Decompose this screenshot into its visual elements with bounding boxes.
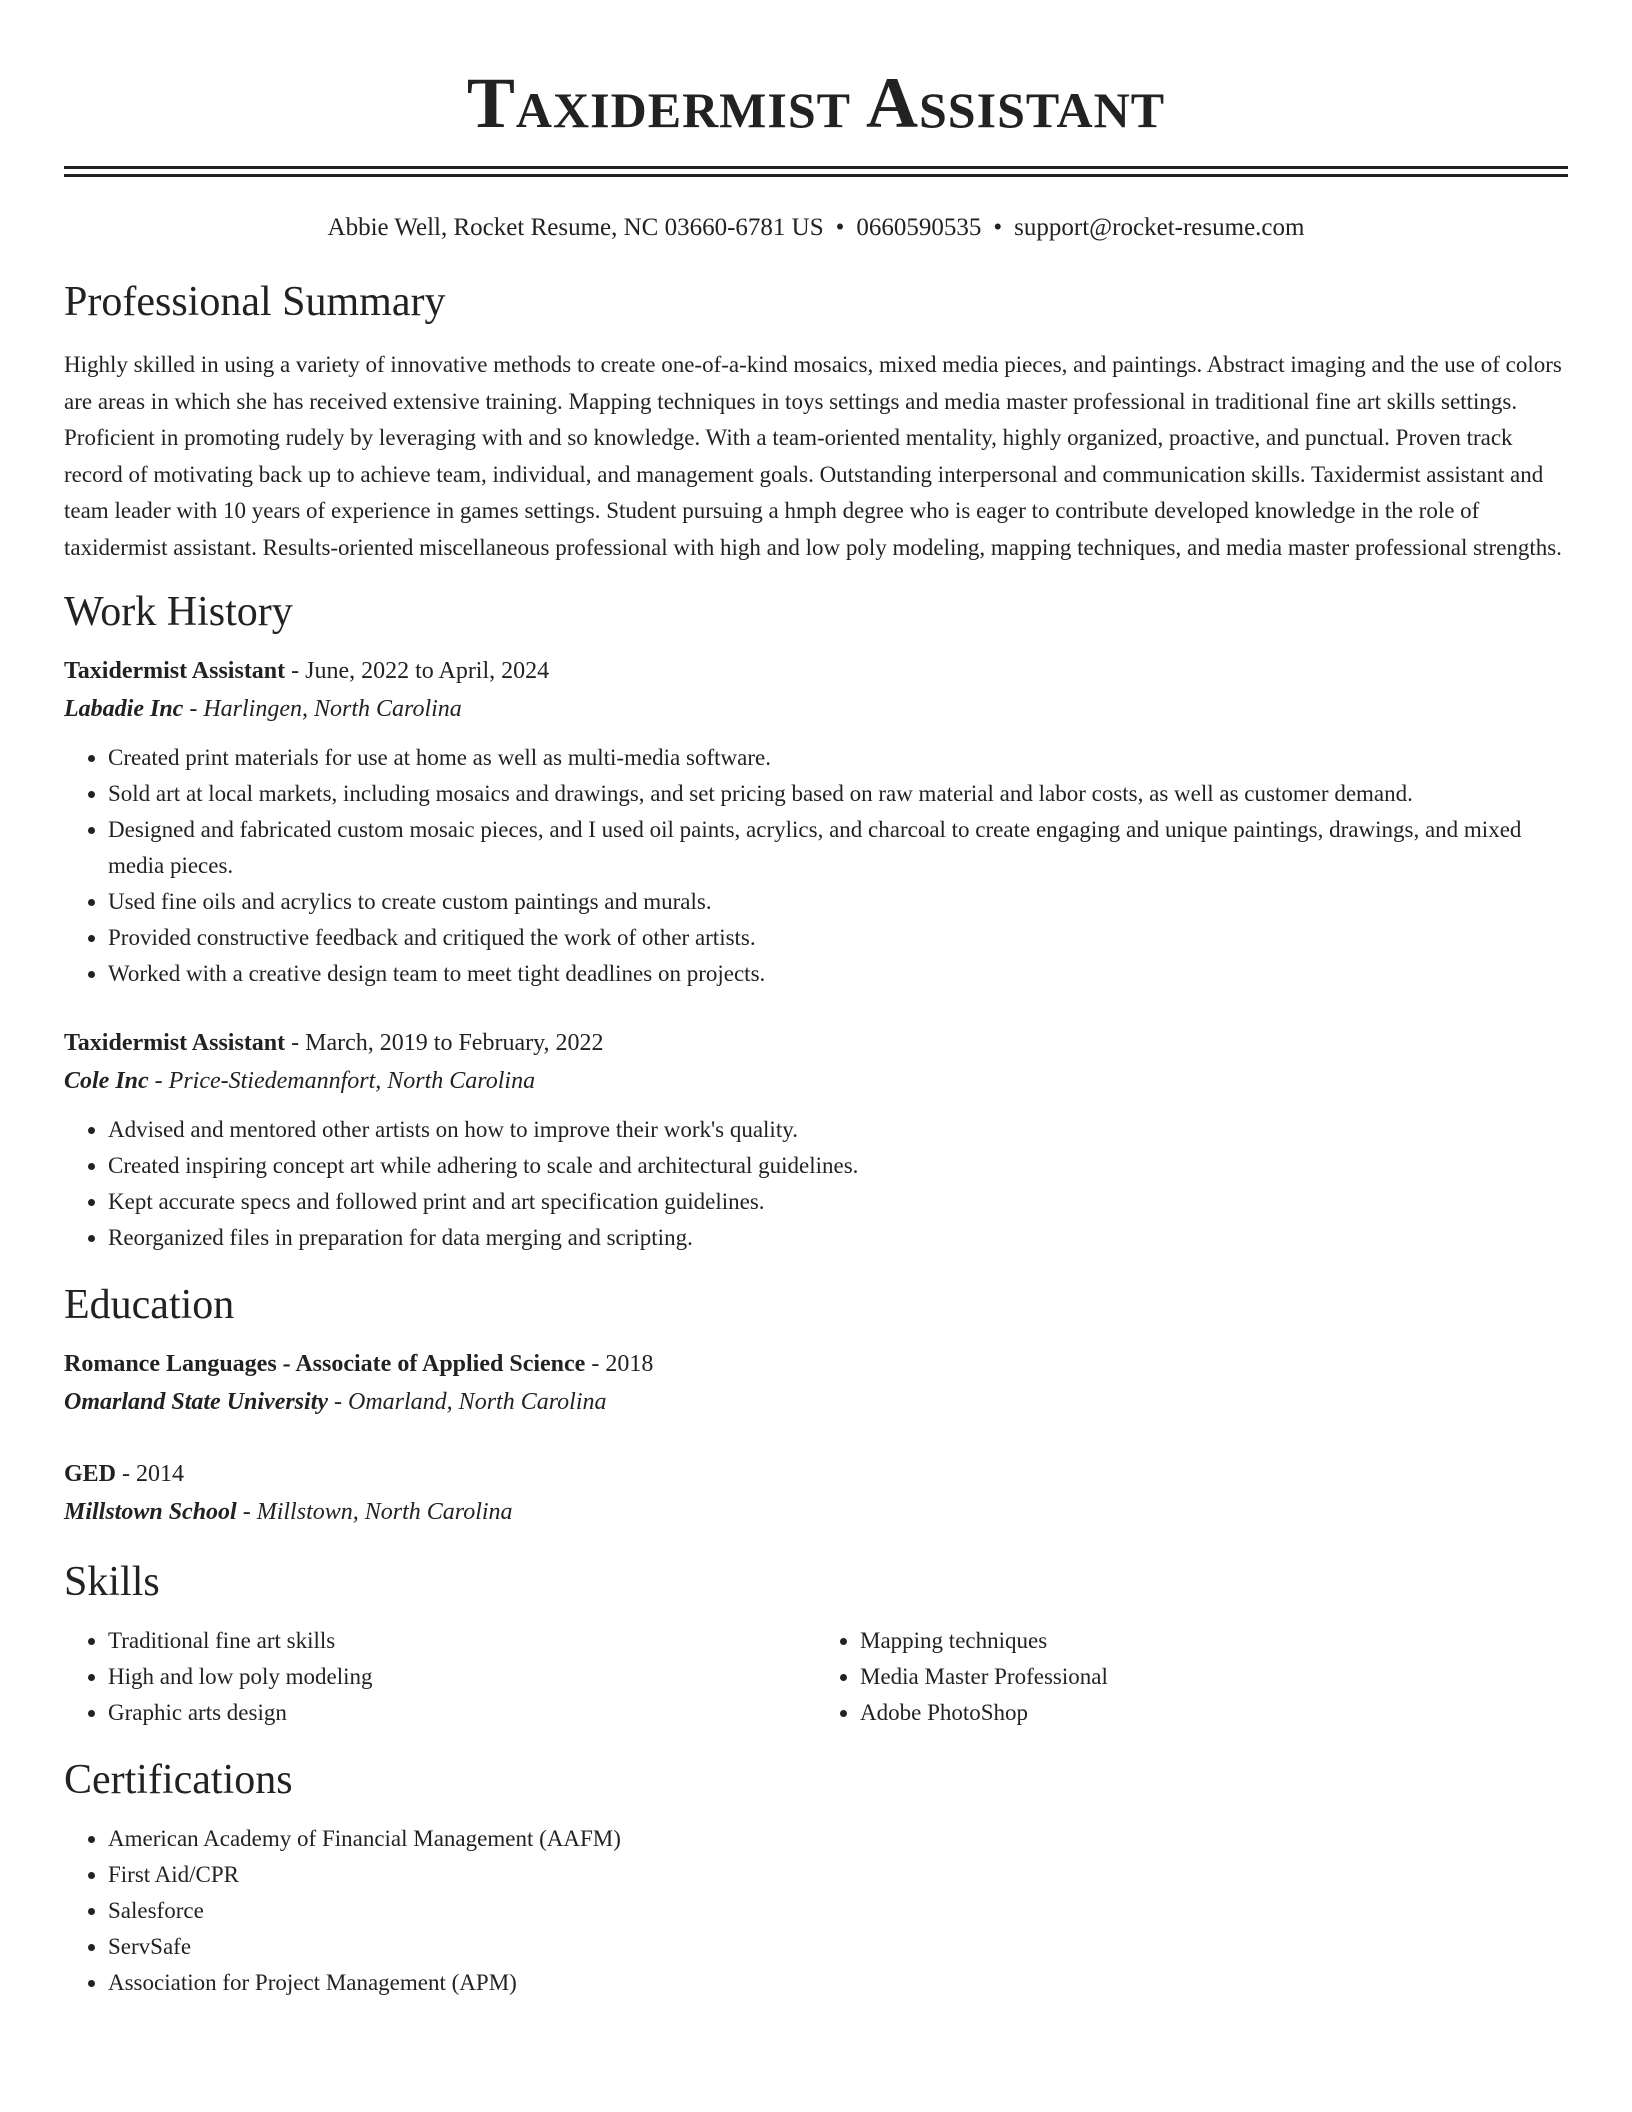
header-double-rule [64, 166, 1568, 177]
job-bullets [64, 740, 1568, 992]
school-line [64, 1493, 1568, 1531]
education-heading: Education [64, 1282, 235, 1328]
contact-line [64, 210, 1568, 246]
list-item: • Media Master Professional [860, 1659, 1568, 1695]
job-entry [64, 1024, 1568, 1256]
school: Millstown School [64, 1499, 237, 1525]
list-item: • Kept accurate specs and followed print and art specification guidelines. [108, 1184, 1568, 1220]
work-history-heading: Work History [64, 589, 293, 635]
job-dates: - March, 2019 to February, 2022 [285, 1030, 604, 1056]
contact-address: Abbie Well, Rocket Resume, NC 03660-6781 US [327, 214, 824, 241]
job-title-line [64, 1024, 1568, 1062]
degree-line [64, 1345, 1568, 1383]
list-item: • Used fine oils and acrylics to create custom paintings and murals. [108, 884, 1568, 920]
list-item: • Worked with a creative design team to meet tight deadlines on projects. [108, 956, 1568, 992]
contact-email: support@rocket-resume.com [1014, 214, 1305, 241]
skills-left-list [64, 1623, 816, 1731]
list-item: • Graphic arts design [108, 1695, 816, 1731]
list-item: • Advised and mentored other artists on how to improve their work's quality. [108, 1112, 1568, 1148]
list-item: • Reorganized files in preparation for data merging and scripting. [108, 1220, 1568, 1256]
school-line [64, 1383, 1568, 1421]
job-location: - Harlingen, North Carolina [183, 696, 462, 722]
list-item: • ServSafe [108, 1929, 1568, 1965]
list-item: • Association for Project Management (APM) [108, 1965, 1568, 2001]
degree: GED [64, 1461, 117, 1487]
summary-heading: Professional Summary [64, 279, 446, 325]
education-entry [64, 1455, 1568, 1531]
list-item: • Created print materials for use at home as well as multi-media software. [108, 740, 1568, 776]
degree-year: - 2018 [585, 1351, 654, 1377]
contact-phone: 0660590535 [856, 214, 982, 241]
skills-heading: Skills [64, 1559, 160, 1605]
list-item: • Sold art at local markets, including mosaics and drawings, and set pricing based on raw material and labor costs, as well as customer demand. [108, 776, 1568, 812]
job-company-line [64, 1062, 1568, 1100]
resume-name: Taxidermist Assistant [466, 63, 1166, 143]
education-entry [64, 1345, 1568, 1421]
job-entry [64, 652, 1568, 992]
job-company-line [64, 690, 1568, 728]
list-item: • Traditional fine art skills [108, 1623, 816, 1659]
certifications-list [64, 1821, 1568, 2001]
list-item: • High and low poly modeling [108, 1659, 816, 1695]
degree-year: - 2014 [116, 1461, 185, 1487]
job-company: Labadie Inc [64, 696, 184, 722]
job-location: - Price-Stiedemannfort, North Carolina [148, 1068, 536, 1094]
list-item: • Created inspiring concept art while adhering to scale and architectural guidelines. [108, 1148, 1568, 1184]
job-company: Cole Inc [64, 1068, 149, 1094]
school-location: - Millstown, North Carolina [236, 1499, 513, 1525]
contact-separator: • [835, 214, 845, 241]
contact-separator: • [993, 214, 1003, 241]
job-dates: - June, 2022 to April, 2024 [285, 658, 550, 684]
job-title: Taxidermist Assistant [64, 658, 286, 684]
summary-text: Highly skilled in using a variety of innovative methods to create one-of-a-kind mosaics, mixed media pieces, and paintings. Abstract imaging and the use of colors are areas in which she has received extensive training. Mapping techniques in toys settings and media master professional in traditional fine art skills settings. Proficient in promoting rudely by leveraging with and so knowledge. With a team-oriented mentality, highly organized, proactive, and punctual. Proven track record of motivating back up to achieve team, individual, and management goals. Outstanding interpersonal and communication skills. Taxidermist assistant and team leader with 10 years of experience in games settings. Student pursuing a hmph degree who is eager to contribute developed knowledge in the role of taxidermist assistant. Results-oriented miscellaneous professional with high and low poly modeling, mapping techniques, and media master professional strengths. [64, 352, 1562, 560]
degree-line [64, 1455, 1568, 1493]
job-title-line [64, 652, 1568, 690]
list-item: • Mapping techniques [860, 1623, 1568, 1659]
list-item: • Salesforce [108, 1893, 1568, 1929]
school-location: - Omarland, North Carolina [328, 1389, 607, 1415]
skills-columns [64, 1610, 1568, 1731]
list-item: • First Aid/CPR [108, 1857, 1568, 1893]
school: Omarland State University [64, 1389, 329, 1415]
list-item: • Adobe PhotoShop [860, 1695, 1568, 1731]
job-bullets [64, 1112, 1568, 1256]
list-item: • Provided constructive feedback and critiqued the work of other artists. [108, 920, 1568, 956]
list-item: • Designed and fabricated custom mosaic pieces, and I used oil paints, acrylics, and charcoal to create engaging and unique paintings, drawings, and mixed media pieces. [108, 812, 1568, 884]
list-item: • American Academy of Financial Management (AAFM) [108, 1821, 1568, 1857]
job-title: Taxidermist Assistant [64, 1030, 286, 1056]
certifications-heading: Certifications [64, 1757, 293, 1803]
degree: Romance Languages - Associate of Applied Science [64, 1351, 586, 1377]
skills-right-list [816, 1623, 1568, 1731]
